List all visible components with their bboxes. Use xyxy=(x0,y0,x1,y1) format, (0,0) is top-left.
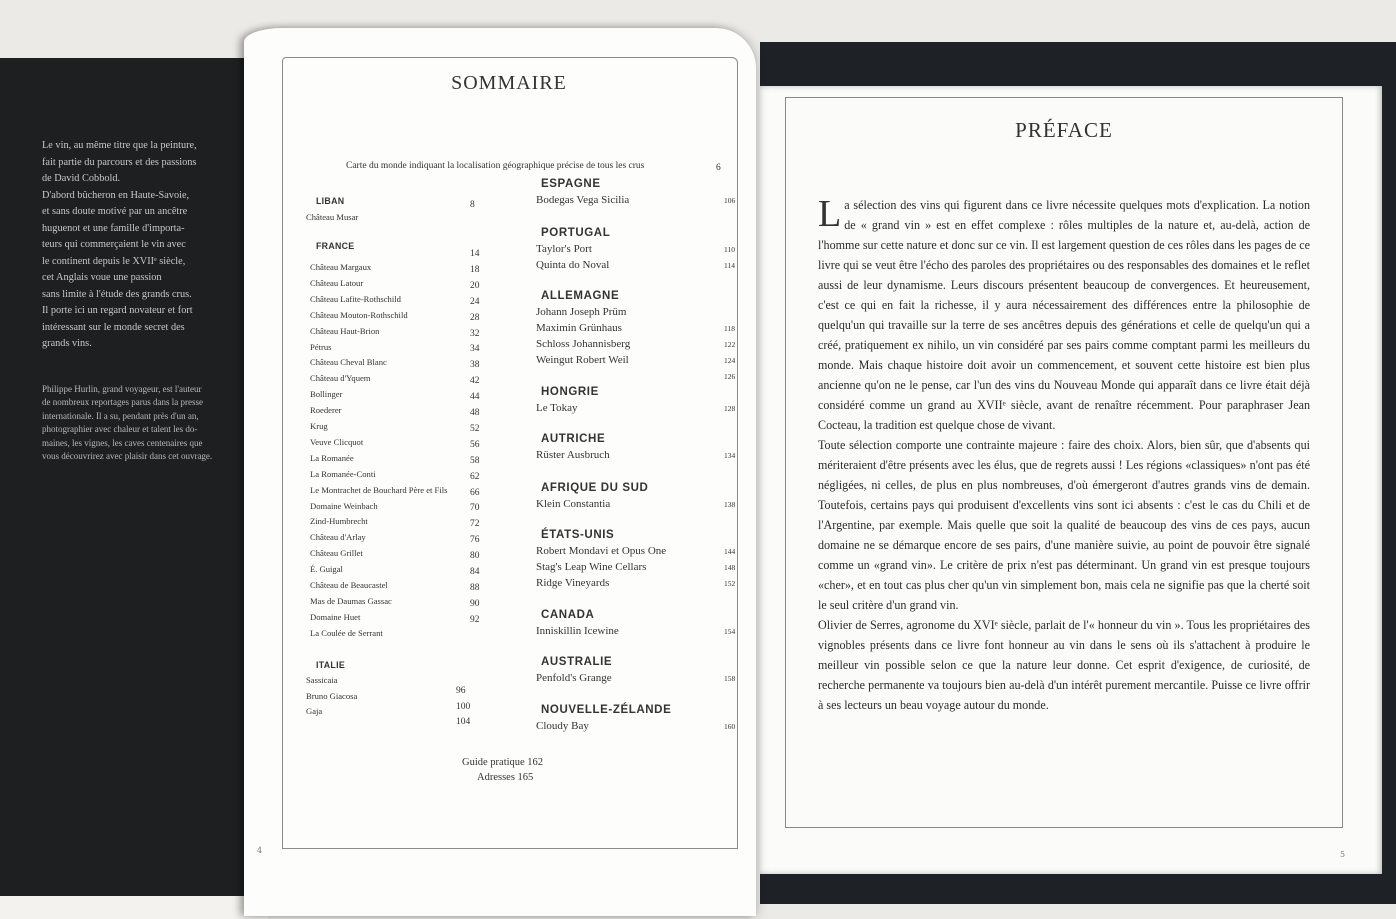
toc-section-heading: LIBAN xyxy=(316,196,345,206)
toc-item: Bollinger xyxy=(310,389,343,400)
toc-section-heading: ALLEMAGNE xyxy=(541,290,620,302)
toc-section-heading: NOUVELLE-ZÉLANDE xyxy=(541,704,672,716)
toc-item-page: 92 xyxy=(470,614,480,625)
toc-section-heading: ITALIE xyxy=(316,660,346,670)
toc-item-page: 100 xyxy=(456,701,471,712)
toc-section-heading: ÉTATS-UNIS xyxy=(541,529,615,541)
toc-item: Rüster Ausbruch xyxy=(536,449,610,461)
toc-item: Château Grillet xyxy=(310,548,363,559)
toc-item: Château d'Yquem xyxy=(310,373,371,384)
toc-item-page: 28 xyxy=(470,312,480,323)
photographer-bio-hurlin: Philippe Hurlin, grand voyageur, est l'auteur de nombreux reportages parus dans la presse internationale. Il a su, pendant près d'un an, photographier avec chaleur et talent les do- maines, les vignes, les caves centenaires que vous découvrirez avec plaisir dans cet ouvrage. xyxy=(42,384,213,462)
toc-item-page: 138 xyxy=(724,500,736,509)
toc-item-page: 160 xyxy=(724,722,736,731)
toc-item-page: 158 xyxy=(724,674,736,683)
toc-item: Cloudy Bay xyxy=(536,720,589,732)
toc-item: Veuve Clicquot xyxy=(310,436,364,447)
toc-item-page: 20 xyxy=(470,280,480,291)
toc-item: Gaja xyxy=(306,706,323,716)
toc-item-page: 148 xyxy=(724,563,736,572)
toc-item-page: 96 xyxy=(456,686,466,696)
toc-item-page: 114 xyxy=(724,261,735,270)
drop-cap: L xyxy=(818,193,842,235)
toc-item-page: 90 xyxy=(470,598,480,609)
toc-item: Zind-Humbrecht xyxy=(310,516,368,527)
toc-item: Le Montrachet de Bouchard Père et Fils xyxy=(310,484,448,495)
toc-item-page: 66 xyxy=(470,487,480,498)
toc-item: Johann Joseph Prüm xyxy=(536,306,627,318)
toc-item: La Coulée de Serrant xyxy=(310,627,383,638)
toc-item-page: 76 xyxy=(470,535,480,546)
toc-item-page: 154 xyxy=(724,627,736,636)
toc-item-page: 48 xyxy=(470,408,480,418)
preface-body xyxy=(818,195,1310,715)
toc-item-page: 44 xyxy=(470,392,480,403)
toc-section-heading: AFRIQUE DU SUD xyxy=(541,482,649,494)
toc-item: Pétrus xyxy=(310,341,332,352)
toc-item-page: 88 xyxy=(470,582,480,593)
toc-item: Sassicaia xyxy=(306,675,338,685)
toc-item: Quinta do Noval xyxy=(536,259,610,271)
world-map-page: 6 xyxy=(716,163,721,173)
toc-section-heading: FRANCE xyxy=(316,241,355,251)
toc-item-page: 32 xyxy=(470,328,480,339)
toc-item-page: 58 xyxy=(470,455,480,466)
toc-item: Mas de Daumas Gassac xyxy=(310,595,392,606)
toc-item: Penfold's Grange xyxy=(536,672,612,684)
toc-item: Le Tokay xyxy=(536,402,578,414)
toc-item-page: 124 xyxy=(724,356,736,365)
toc-item: Maximin Grünhaus xyxy=(536,322,622,334)
toc-item: Château Haut-Brion xyxy=(310,325,380,336)
toc-item-page: 18 xyxy=(470,264,480,275)
toc-item: La Romanée xyxy=(310,452,354,463)
toc-item-page: 42 xyxy=(470,376,480,387)
toc-item-page: 52 xyxy=(470,423,480,434)
right-page-number: 5 xyxy=(1340,850,1346,859)
toc-item-page: 70 xyxy=(470,503,480,514)
toc-section-heading: HONGRIE xyxy=(541,386,599,398)
toc-item: Bodegas Vega Sicilia xyxy=(536,194,630,206)
toc-item-page: 118 xyxy=(724,324,735,333)
adresses-entry: Adresses 165 xyxy=(477,772,534,783)
toc-item-page: 126 xyxy=(724,372,736,381)
toc-item-page: 24 xyxy=(470,296,480,307)
toc-section-heading: AUTRICHE xyxy=(541,433,606,445)
toc-item-page: 152 xyxy=(724,579,736,588)
toc-item-page: 80 xyxy=(470,551,480,562)
toc-item: Inniskillin Icewine xyxy=(536,625,619,637)
toc-item: Bruno Giacosa xyxy=(306,690,358,701)
toc-item-page: 14 xyxy=(470,249,480,259)
preface-paragraph-1: La sélection des vins qui figurent dans ce livre nécessite quelques mots d'explication. La notion de « grand vin » est en effet complexe : rôles multiples de la nature et, au-delà, action de l'homme sur cette nature et donc sur ce vin. Il est largement question de ces rôles dans les pages de ce livre qui se veut être l'écho des paroles des propriétaires ou des responsables des domaines et le reflet aussi de leur dynamisme. Leurs discours présentent beaucoup de convergences. Et heureusement, c'est ce qui en fait la richesse, il y aura nécessairement des différences entre la philosophie de quelqu'un qui travaille sur la terre de ses ancêtres depuis des générations et celle de quelqu'un qui a créé, pratiquement ex nihilo, un vin considéré par ses pairs comme comptant parmi les meilleurs du monde. Mais chaque histoire doit avoir un commencement, et souvent cette histoire est bien plus ancienne qu'on ne le pense, car l'un des vins du Nouveau Monde qui apparaît dans ce livre était déjà considéré comme un grand au XVIIᵉ siècle, avant de renaître récemment. Pour paraphraser Jean Cocteau, la tradition est quelque chose de vivant. xyxy=(818,193,1310,432)
toc-item: Klein Constantia xyxy=(536,498,611,510)
preface-paragraph-2: Toute sélection comporte une contrainte majeure : faire des choix. Alors, bien sûr, que d'absents qui mériteraient d'être présents avec les élus, que de regrets aussi ! Les régions «classiques» n'ont pas été négligées, ni celles, de plus en plus nombreuses, d'où émergeront d'autres grands vins de demain. Toutefois, certains pays qui produisent d'excellents vins sont ici absents : c'est le cas du Chili et de l'Argentine, par exemple. Mais quelle que soit la qualité de beaucoup des vins de ces pays, aucun domaine ne se démarque encore de ses pairs, d'une manière suivie, au point de pouvoir être signalé comme un «grand vin». Le critère de prix n'est pas déterminant. Un grand vin est presque toujours «cher», et en tout cas plus cher qu'un vin simplement bon, mais cela ne signifie pas que la cherté soit le seul critère d'un grand vin. xyxy=(818,438,1310,612)
toc-item-page: 56 xyxy=(470,439,480,450)
toc-item: Weingut Robert Weil xyxy=(536,354,629,366)
toc-item-page: 134 xyxy=(724,451,736,460)
toc-item-page: 122 xyxy=(724,340,736,349)
toc-item-page: 34 xyxy=(470,344,480,355)
toc-item: La Romanée-Conti xyxy=(310,468,376,479)
toc-item: Château Cheval Blanc xyxy=(310,357,387,368)
toc-item: Château Mouton-Rothschild xyxy=(310,309,408,320)
toc-item: Château d'Arlay xyxy=(310,532,366,543)
toc-item: Krug xyxy=(310,421,328,431)
toc-item: Ridge Vineyards xyxy=(536,577,610,589)
toc-item: Taylor's Port xyxy=(536,243,592,255)
toc-item-page: 8 xyxy=(470,200,475,210)
toc-item: Roederer xyxy=(310,405,342,416)
toc-item: Château de Beaucastel xyxy=(310,580,388,590)
toc-item: Château Latour xyxy=(310,277,364,288)
toc-item-page: 38 xyxy=(470,360,480,371)
toc-section-heading: AUSTRALIE xyxy=(541,656,613,668)
preface-paragraph-3: Olivier de Serres, agronome du XVIᵉ siècle, parlait de l'« honneur du vin ». Tous les propriétaires des vignobles présents dans ce livre font honneur au vin dans le sens où ils s'attachent à produire le meilleur vin possible selon ce que la nature leur donne. Cet esprit d'exigence, de curiosité, de recherche permanente va toujours bien au-delà d'un intérêt purement mercantile. Puisse ce livre offrir à ses lecteurs un beau voyage autour du monde. xyxy=(818,618,1310,712)
toc-item: É. Guigal xyxy=(310,564,343,575)
left-page-number: 4 xyxy=(257,846,263,855)
toc-item-page: 110 xyxy=(724,245,735,254)
guide-pratique-entry: Guide pratique 162 xyxy=(462,757,544,768)
toc-item-page: 62 xyxy=(470,471,480,482)
toc-item: Schloss Johannisberg xyxy=(536,338,631,350)
toc-item: Domaine Huet xyxy=(310,611,361,622)
toc-section-heading: CANADA xyxy=(541,609,595,621)
toc-section-heading: PORTUGAL xyxy=(541,227,611,239)
toc-item: Domaine Weinbach xyxy=(310,500,378,511)
toc-item: Robert Mondavi et Opus One xyxy=(536,545,667,557)
toc-item-page: 84 xyxy=(470,567,480,577)
sommaire-title: SOMMAIRE xyxy=(451,72,567,94)
preface-title: PRÉFACE xyxy=(1015,118,1113,142)
toc-item-page: 106 xyxy=(724,196,736,205)
toc-item-page: 144 xyxy=(724,547,736,556)
toc-item: Château Lafite-Rothschild xyxy=(310,293,401,304)
toc-item-page: 128 xyxy=(724,404,736,413)
toc-item: Château Margaux xyxy=(310,262,372,272)
toc-item: Stag's Leap Wine Cellars xyxy=(536,561,647,573)
toc-item-page: 104 xyxy=(456,717,471,727)
toc-item: Château Musar xyxy=(306,212,359,222)
author-bio-cobbold: Le vin, au même titre que la peinture, fait partie du parcours et des passions de David Cobbold. D'abord bûcheron en Haute-Savoie, et sans doute motivé par un ancêtre huguenot et une famille d'importa- teurs qui commerçaient le vin avec le continent depuis le XVIIᵉ siècle, cet Anglais voue une passion sans limite à l'étude des grands crus. Il porte ici un regard novateur et fort intéressant sur le monde secret des grands vins. xyxy=(42,140,197,349)
toc-item-page: 72 xyxy=(470,519,480,530)
world-map-entry: Carte du monde indiquant la localisation géographique précise de tous les crus xyxy=(346,161,645,171)
toc-section-heading: ESPAGNE xyxy=(541,178,601,190)
